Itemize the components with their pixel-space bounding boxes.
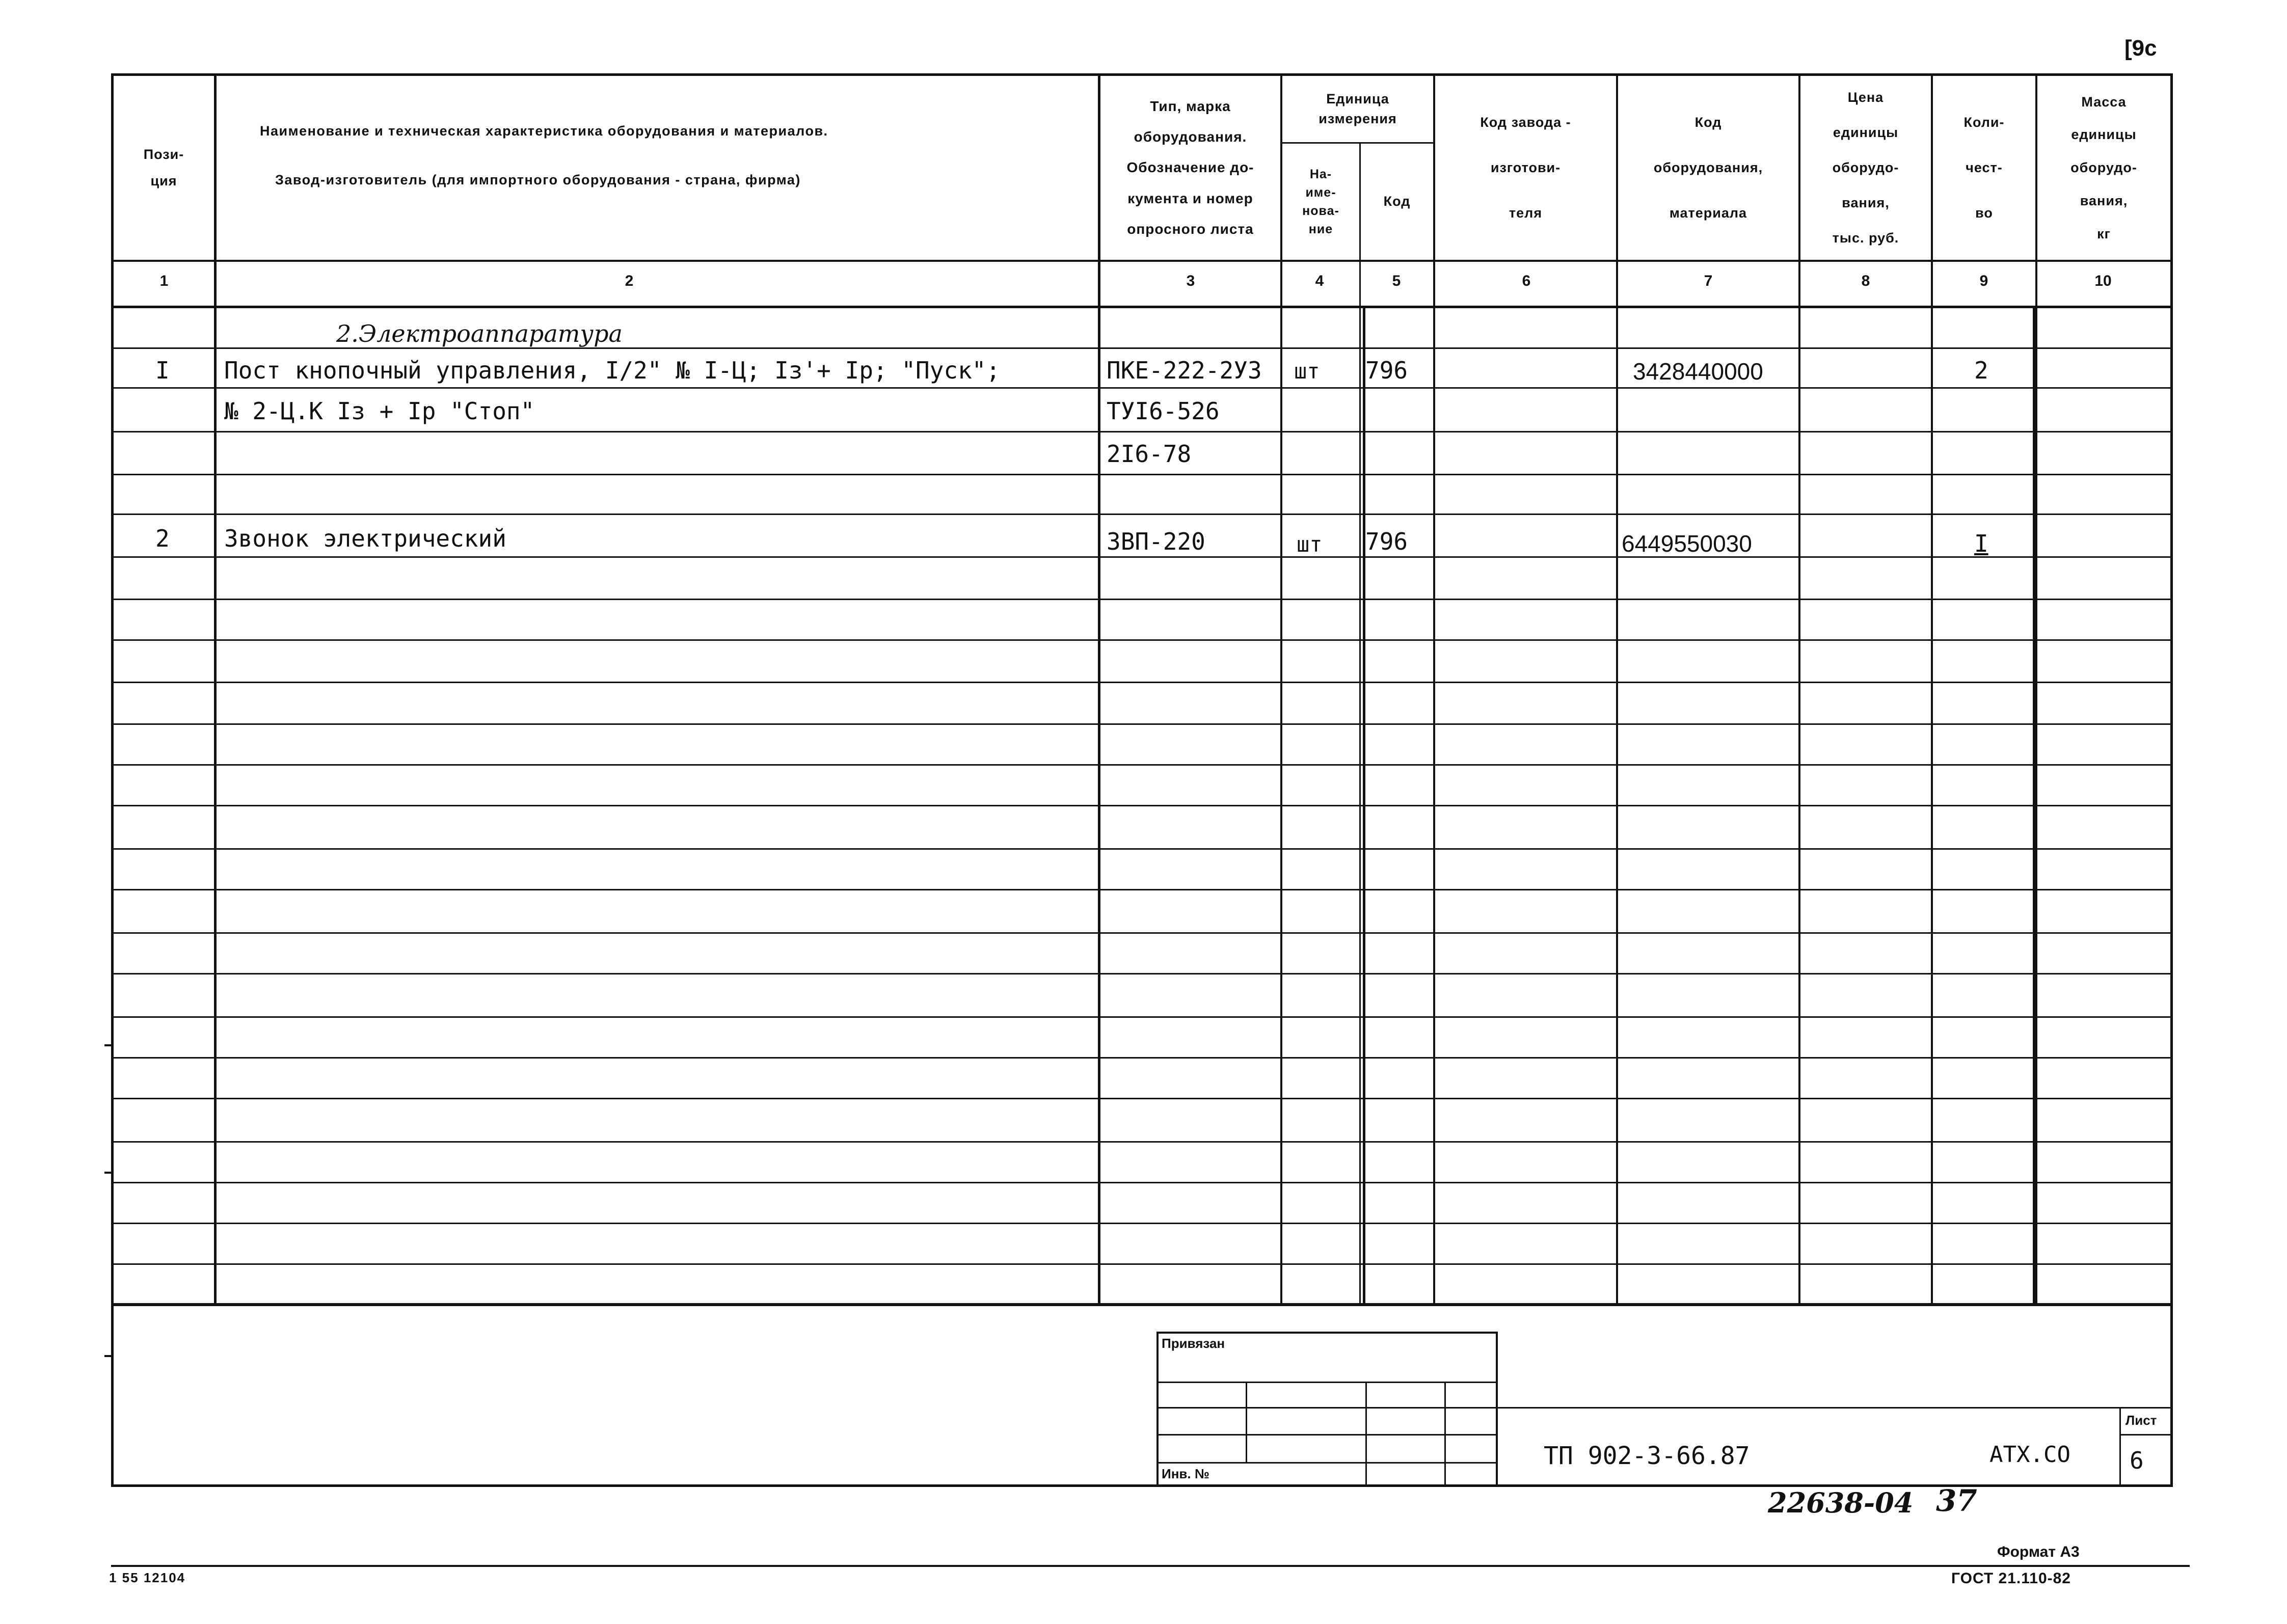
table-row-line bbox=[111, 1098, 2173, 1099]
table-row-line bbox=[111, 513, 2173, 515]
header-name-line2: Завод-изготовитель (для импортного оборудования - страна, фирма) bbox=[275, 172, 801, 187]
table-row-line bbox=[111, 1141, 2173, 1143]
row2-unit: шт bbox=[1297, 532, 1323, 557]
stamp-privyazan: Привязан bbox=[1162, 1336, 1225, 1351]
row1-type-cont: ТУI6-526 bbox=[1107, 397, 1220, 425]
header-unit-group: Единица измерения bbox=[1319, 91, 1397, 126]
col-number-1: 1 bbox=[159, 273, 169, 289]
section-title: 2.Электроаппаратура bbox=[336, 320, 623, 347]
margin-tick bbox=[104, 1355, 113, 1357]
footer-left-code: 1 55 12104 bbox=[109, 1570, 186, 1585]
header-unit-name: На- име- нова- ние bbox=[1302, 167, 1339, 237]
row1-type: ПКЕ-222-2УЗ bbox=[1107, 357, 1262, 384]
header-name-line1: Наименование и техническая характеристика оборудования и материалов. bbox=[260, 123, 828, 139]
table-row-line bbox=[111, 1223, 2173, 1224]
header-type: Тип, марка оборудования. Обозначение до- кумента и номер опросного листа bbox=[1126, 98, 1254, 237]
col-number-5: 5 bbox=[1392, 273, 1401, 289]
table-row-line bbox=[111, 1263, 2173, 1265]
table-row-line bbox=[111, 474, 2173, 475]
table-row-line bbox=[111, 973, 2173, 975]
table-row-line bbox=[111, 682, 2173, 683]
footer-gost: ГОСТ 21.110-82 bbox=[1951, 1570, 2071, 1587]
row1-unit: шт bbox=[1294, 359, 1320, 384]
row1-position: I bbox=[155, 357, 170, 384]
table-row-line bbox=[111, 599, 2173, 600]
row1-quantity: 2 bbox=[1974, 357, 1988, 384]
row1-name: Пост кнопочный управления, I/2" № I-Ц; Iз'+ Iр; "Пуск"; bbox=[224, 357, 1001, 384]
sheet-label: Лист bbox=[2125, 1413, 2157, 1428]
header-unit-code: Код bbox=[1383, 194, 1411, 209]
table-row-line bbox=[111, 805, 2173, 806]
row2-position: 2 bbox=[155, 525, 170, 552]
table-row-line bbox=[111, 387, 2173, 389]
footer-rule bbox=[111, 1565, 2190, 1567]
table-row-line bbox=[111, 1182, 2173, 1183]
table-row-line bbox=[111, 639, 2173, 641]
stamp-inv-no: Инв. № bbox=[1162, 1466, 1209, 1481]
row2-equipment-code: 6449550030 bbox=[1622, 530, 1752, 557]
header-mass: Масса единицы оборудо- вания, кг bbox=[2070, 94, 2137, 241]
header-quantity: Коли- чест- во bbox=[1963, 114, 2005, 221]
col-number-7: 7 bbox=[1704, 273, 1713, 289]
document-code: АТХ.СО bbox=[1989, 1442, 2070, 1468]
table-row-line bbox=[111, 347, 2173, 349]
col-number-3: 3 bbox=[1186, 273, 1195, 289]
document-number: ТП 902-3-66.87 bbox=[1544, 1442, 1750, 1470]
row2-name: Звонок электрический bbox=[224, 525, 506, 552]
col-number-2: 2 bbox=[625, 273, 634, 289]
row1-name-cont: № 2-Ц.К Iз + Iр "Стоп" bbox=[224, 397, 535, 425]
col-number-10: 10 bbox=[2094, 273, 2112, 289]
header-position: Пози- ция bbox=[143, 147, 184, 188]
header-equipment-code: Код оборудования, материала bbox=[1653, 114, 1763, 221]
col-number-8: 8 bbox=[1861, 273, 1870, 289]
row1-equipment-code: 3428440000 bbox=[1633, 358, 1763, 385]
row2-quantity: I bbox=[1974, 530, 1988, 557]
table-row-line bbox=[111, 764, 2173, 766]
row2-unit-code: 796 bbox=[1365, 528, 1408, 555]
handwritten-number: 22638-04 bbox=[1768, 1486, 1914, 1519]
header-factory-code: Код завода - изготови- теля bbox=[1480, 114, 1571, 221]
table-row-line bbox=[111, 848, 2173, 850]
table-row-line bbox=[111, 1057, 2173, 1059]
header-price: Цена единицы оборудо- вания, тыс. руб. bbox=[1832, 90, 1899, 246]
sheet-number: 6 bbox=[2130, 1447, 2144, 1474]
row2-type: ЗВП-220 bbox=[1107, 528, 1205, 555]
table-row-line bbox=[111, 431, 2173, 432]
corner-mark: [9c bbox=[2124, 36, 2157, 61]
margin-tick bbox=[104, 1172, 113, 1174]
table-row-line bbox=[111, 889, 2173, 890]
row1-type-cont2: 2I6-78 bbox=[1107, 440, 1192, 468]
footer-format: Формат А3 bbox=[1997, 1544, 2080, 1560]
row1-unit-code: 796 bbox=[1365, 357, 1408, 384]
table-row-line bbox=[111, 723, 2173, 725]
table-row-line bbox=[111, 1016, 2173, 1018]
col-number-9: 9 bbox=[1979, 273, 1988, 289]
handwritten-page: 37 bbox=[1936, 1483, 1977, 1518]
col-number-4: 4 bbox=[1315, 273, 1324, 289]
margin-tick bbox=[104, 1044, 113, 1046]
table-row-line bbox=[111, 932, 2173, 934]
table-row-line bbox=[111, 556, 2173, 558]
col-number-6: 6 bbox=[1522, 273, 1531, 289]
